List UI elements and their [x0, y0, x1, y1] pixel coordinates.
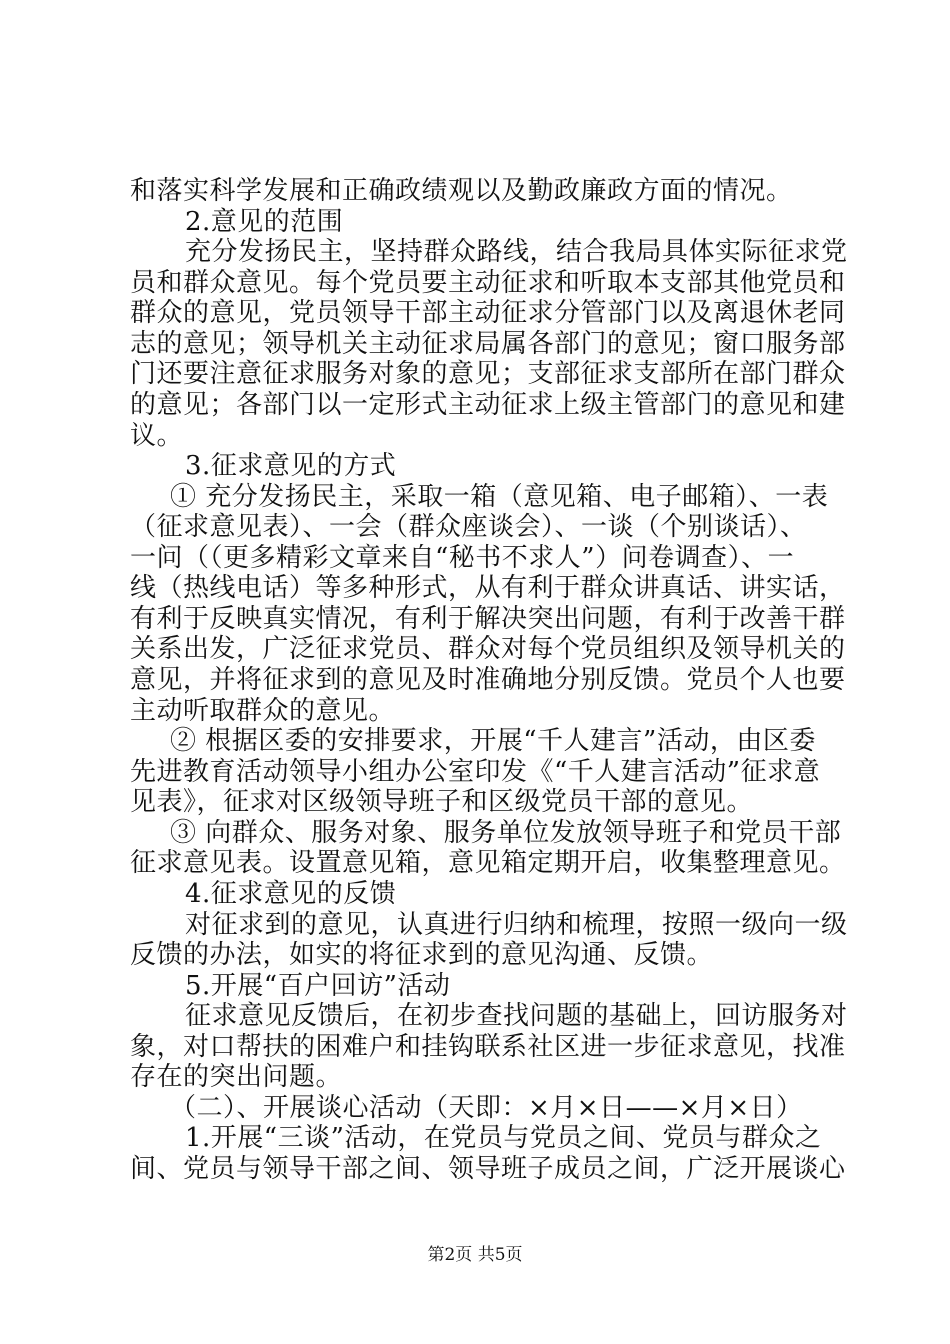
text-line-content: 的意见；各部门以一定形式主动征求上级主管部门的意见和建	[130, 390, 846, 420]
text-line	[0, 1150, 950, 1188]
text-line-content: 存在的突出问题。	[130, 1062, 343, 1092]
text-line-content: 门还要注意征求服务对象的意见；支部征求支部所在部门群众	[130, 359, 846, 389]
text-line-content: 一问（（更多精彩文章来自“秘书不求人”）问卷调查）、一	[130, 543, 795, 573]
text-line-content: 4.征求意见的反馈	[185, 879, 397, 909]
text-line-content: 意见，并将征求到的意见及时准确地分别反馈。党员个人也要	[130, 665, 846, 695]
text-line-content: 和落实科学发展和正确政绩观以及勤政廉政方面的情况。	[130, 176, 793, 206]
text-line-content: 征求意见反馈后，在初步查找问题的基础上，回访服务对	[185, 1001, 848, 1031]
text-line-content: 关系出发，广泛征求党员、群众对每个党员组织及领导机关的	[130, 634, 846, 664]
text-line-content: 志的意见；领导机关主动征求局属各部门的意见；窗口服务部	[130, 329, 846, 359]
text-line-content: 5.开展“百户回访”活动	[185, 971, 451, 1001]
text-line-content: 议。	[130, 421, 184, 451]
text-line-content: 反馈的办法，如实的将征求到的意见沟通、反馈。	[130, 940, 714, 970]
page-footer: 第2页 共5页	[427, 1245, 523, 1265]
text-line-content: 象，对口帮扶的困难户和挂钩联系社区进一步征求意见，找准	[130, 1032, 846, 1062]
text-line-content: ② 根据区委的安排要求，开展“千人建言”活动，由区委	[170, 726, 816, 756]
text-line-content: （二）、开展谈心活动（天即：×月×日——×月×日）	[170, 1093, 803, 1123]
text-line-content: 1.开展“三谈”活动，在党员与党员之间、党员与群众之	[185, 1123, 822, 1153]
text-line-content: 间、党员与领导干部之间、领导班子成员之间，广泛开展谈心	[130, 1154, 846, 1184]
text-line-content: 群众的意见，党员领导干部主动征求分管部门以及离退休老同	[130, 298, 846, 328]
text-line-content: 先进教育活动领导小组办公室印发《“千人建言活动”征求意	[130, 757, 821, 787]
text-line-content: 2.意见的范围	[185, 207, 344, 237]
text-line-content: 3.征求意见的方式	[185, 451, 397, 481]
text-line-content: 员和群众意见。每个党员要主动征求和听取本支部其他党员和	[130, 268, 846, 298]
text-line-content: 主动听取群众的意见。	[130, 696, 396, 726]
text-line-content: 对征求到的意见，认真进行归纳和梳理，按照一级向一级	[185, 910, 848, 940]
text-line-content: ③ 向群众、服务对象、服务单位发放领导班子和党员干部	[170, 818, 842, 848]
text-line-content: 有利于反映真实情况，有利于解决突出问题，有利于改善干群	[130, 604, 846, 634]
text-line-content: （征求意见表）、一会（群众座谈会）、一谈（个别谈话）、	[130, 512, 807, 542]
text-line-content: 充分发扬民主，坚持群众路线，结合我局具体实际征求党	[185, 237, 848, 267]
text-line-content: 线（热线电话）等多种形式，从有利于群众讲真话、讲实话，	[130, 573, 846, 603]
text-line-content: 见表》，征求对区级领导班子和区级党员干部的意见。	[130, 787, 754, 817]
text-line-content: ① 充分发扬民主，采取一箱（意见箱、电子邮箱）、一表	[170, 482, 829, 512]
text-line-content: 征求意见表。设置意见箱，意见箱定期开启，收集整理意见。	[130, 848, 846, 878]
